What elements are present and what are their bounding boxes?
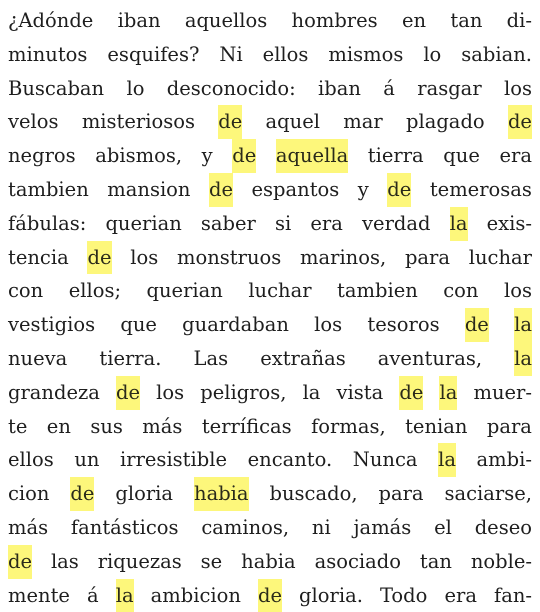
- word: más: [142, 414, 183, 438]
- word: Todo: [379, 583, 428, 607]
- highlighted-word: de: [232, 139, 256, 173]
- word: rasgar: [417, 76, 482, 100]
- word: verdad: [362, 211, 431, 235]
- word: á: [87, 583, 99, 607]
- highlighted-word: de: [508, 105, 532, 139]
- word: que: [443, 144, 480, 168]
- text-line: [8, 477, 532, 511]
- text-line: [8, 342, 532, 376]
- word: se: [200, 549, 223, 573]
- word: ambicion: [150, 583, 241, 607]
- word: ellos: [262, 42, 309, 66]
- highlighted-word: de: [218, 105, 242, 139]
- word: Las: [193, 346, 229, 370]
- word: negros: [8, 144, 76, 168]
- word: Ni: [219, 42, 243, 66]
- highlighted-word: de: [465, 308, 489, 342]
- word: sus: [90, 414, 123, 438]
- word: exis-: [486, 211, 532, 235]
- word: los: [156, 380, 185, 404]
- word: luchar: [468, 245, 532, 269]
- text-body: [8, 4, 532, 612]
- word: que: [120, 313, 157, 337]
- word: el: [434, 515, 452, 539]
- word: tambien: [8, 177, 89, 201]
- word: extrañas: [260, 346, 346, 370]
- highlighted-word: de: [209, 173, 233, 207]
- word: te: [8, 414, 28, 438]
- text-line: [8, 545, 532, 579]
- word: querian: [105, 211, 182, 235]
- text-line: [8, 443, 532, 477]
- word: peligros,: [200, 380, 287, 404]
- highlighted-word: de: [70, 477, 94, 511]
- word: y: [201, 144, 213, 168]
- word: tierra: [367, 144, 424, 168]
- word: abismos,: [95, 144, 183, 168]
- word: más: [8, 515, 49, 539]
- word: velos: [8, 110, 59, 134]
- word: era: [310, 211, 343, 235]
- word: encanto.: [247, 448, 333, 472]
- word: á: [383, 76, 395, 100]
- text-line: [8, 72, 532, 106]
- word: ellos: [8, 448, 54, 472]
- text-line: [8, 511, 532, 545]
- word: espantos: [251, 177, 340, 201]
- word: vista: [336, 380, 384, 404]
- word: lo: [423, 42, 442, 66]
- word: querian: [146, 279, 223, 303]
- highlighted-word: la: [438, 443, 456, 477]
- word: con: [443, 279, 479, 303]
- text-line: [8, 173, 532, 207]
- word: era: [444, 583, 477, 607]
- highlighted-word: la: [116, 579, 134, 612]
- highlighted-word: de: [87, 241, 111, 275]
- word: riquezas: [97, 549, 182, 573]
- word: di-: [506, 9, 532, 32]
- word: jamás: [353, 515, 412, 539]
- word: Nunca: [352, 448, 418, 472]
- word: asociado: [314, 549, 401, 573]
- text-line: [8, 105, 532, 139]
- word: gloria: [115, 482, 174, 506]
- text-line: [8, 308, 532, 342]
- word: nueva: [8, 346, 68, 370]
- word: para: [378, 482, 424, 506]
- word: tesoros: [367, 313, 440, 337]
- word: iban: [117, 9, 161, 32]
- word: deseo: [474, 515, 532, 539]
- word: cion: [8, 482, 50, 506]
- highlighted-word: de: [387, 173, 411, 207]
- word: fábulas:: [8, 211, 87, 235]
- word: con: [8, 279, 44, 303]
- highlighted-word: de: [399, 376, 423, 410]
- highlighted-word: de: [116, 376, 140, 410]
- word: gloria.: [299, 583, 363, 607]
- word: si: [275, 211, 292, 235]
- text-line: [8, 274, 532, 308]
- highlighted-word: la: [514, 308, 532, 342]
- word: tan: [419, 549, 452, 573]
- word: desconocido:: [166, 76, 296, 100]
- text-line: [8, 410, 532, 444]
- word: grandeza: [8, 380, 100, 404]
- word: tambien: [337, 279, 418, 303]
- word: tencia: [8, 245, 69, 269]
- word: fantásticos: [70, 515, 179, 539]
- word: mar: [343, 110, 383, 134]
- word: los: [130, 245, 159, 269]
- word: irresistible: [120, 448, 228, 472]
- word: misteriosos: [81, 110, 195, 134]
- word: temerosas: [429, 177, 532, 201]
- word: guardaban: [182, 313, 289, 337]
- word: aventuras,: [377, 346, 483, 370]
- text-line: [8, 38, 532, 72]
- word: caminos,: [201, 515, 290, 539]
- word: los: [314, 313, 343, 337]
- word: las: [50, 549, 79, 573]
- word: iban: [318, 76, 361, 100]
- text-line: [8, 139, 532, 173]
- word: hombres: [291, 9, 378, 32]
- word: saber: [200, 211, 256, 235]
- word: aquel: [265, 110, 320, 134]
- word: ¿Adónde: [8, 9, 94, 32]
- word: buscado,: [269, 482, 358, 506]
- word: mansion: [107, 177, 191, 201]
- text-line: [8, 207, 532, 241]
- word: fan-: [494, 583, 532, 607]
- word: terríficas: [201, 414, 292, 438]
- word: mente: [8, 583, 70, 607]
- highlighted-word: aquella: [276, 139, 348, 173]
- word: marinos,: [300, 245, 387, 269]
- word: esquifes?: [107, 42, 200, 66]
- word: para: [486, 414, 532, 438]
- word: formas,: [311, 414, 386, 438]
- word: los: [503, 279, 532, 303]
- word: tan: [450, 9, 483, 32]
- word: y: [357, 177, 369, 201]
- word: habia: [241, 549, 296, 573]
- word: vestigios: [8, 313, 96, 337]
- highlighted-word: la: [439, 376, 457, 410]
- word: tenian: [405, 414, 468, 438]
- highlighted-word: de: [8, 545, 32, 579]
- word: la: [302, 380, 321, 404]
- word: aquellos: [184, 9, 268, 32]
- text-line: [8, 579, 532, 612]
- word: sabian.: [461, 42, 532, 66]
- text-line: [8, 376, 532, 410]
- highlighted-word: la: [450, 207, 468, 241]
- word: noble-: [470, 549, 532, 573]
- word: en: [401, 9, 427, 32]
- word: ni: [311, 515, 331, 539]
- text-line: [8, 241, 532, 275]
- text-line: [8, 4, 532, 38]
- highlighted-word: la: [514, 342, 532, 376]
- word: saciarse,: [444, 482, 532, 506]
- highlighted-word: habia: [194, 477, 249, 511]
- word: muer-: [473, 380, 532, 404]
- word: tierra.: [99, 346, 162, 370]
- word: ambi-: [476, 448, 532, 472]
- word: un: [74, 448, 100, 472]
- word: ellos;: [68, 279, 122, 303]
- word: minutos: [8, 42, 88, 66]
- word: plagado: [405, 110, 485, 134]
- word: en: [46, 414, 71, 438]
- word: mismos: [328, 42, 404, 66]
- word: lo: [126, 76, 145, 100]
- word: para: [404, 245, 450, 269]
- word: era: [499, 144, 532, 168]
- word: Buscaban: [8, 76, 105, 100]
- word: luchar: [248, 279, 312, 303]
- highlighted-word: de: [258, 579, 282, 612]
- word: monstruos: [176, 245, 282, 269]
- word: los: [503, 76, 532, 100]
